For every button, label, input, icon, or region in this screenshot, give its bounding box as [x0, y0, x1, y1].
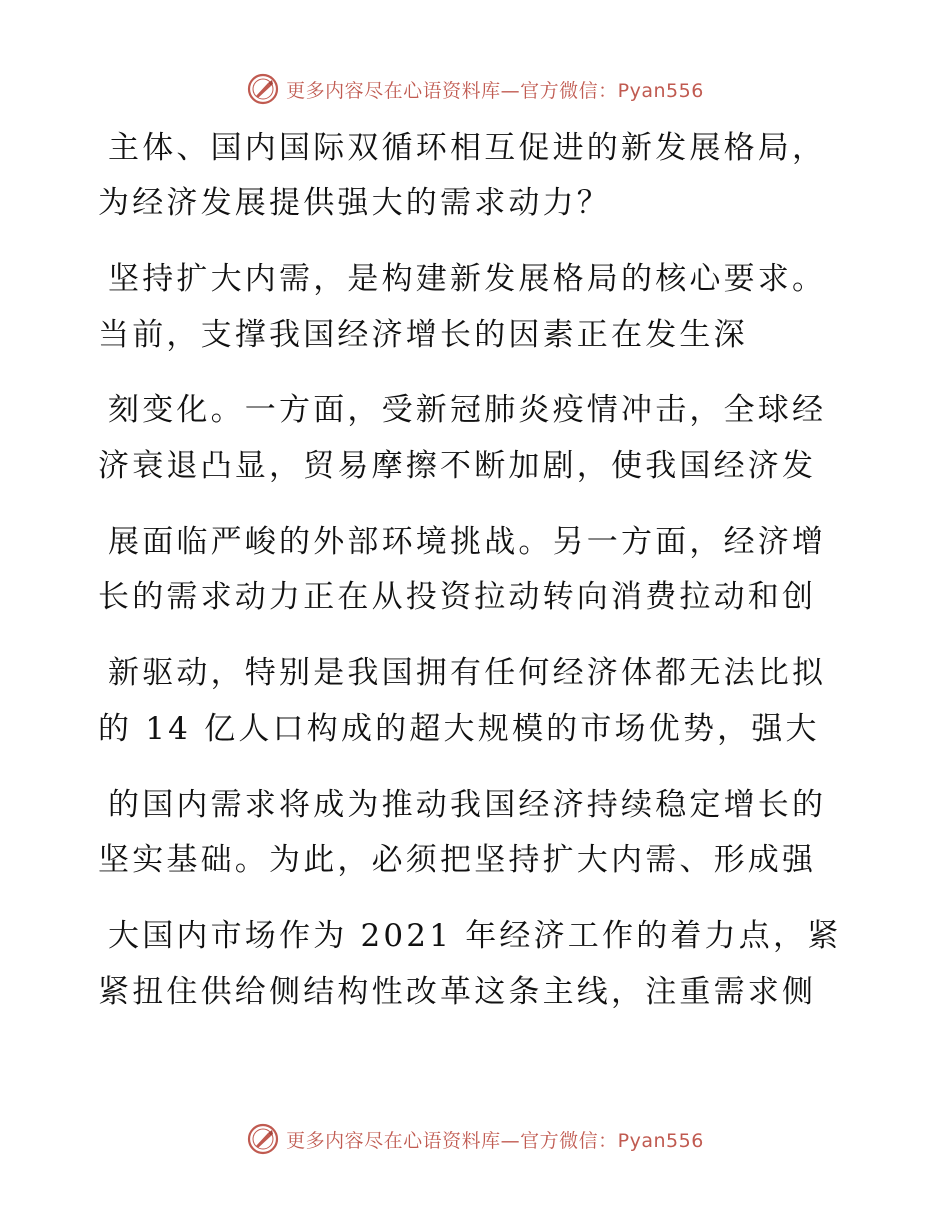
body-line: 坚实基础。为此，必须把坚持扩大内需、形成强 — [98, 842, 817, 878]
body-line: 当前，支撑我国经济增长的因素正在发生深 — [98, 317, 748, 353]
watermark-text: 更多内容尽在心语资料库—官方微信：Pyan556 — [286, 1129, 704, 1152]
body-line: 展面临严峻的外部环境挑战。另一方面，经济增 — [108, 524, 827, 560]
pen-nib-seal-icon — [246, 1122, 280, 1156]
body-line: 紧扭住供给侧结构性改革这条主线，注重需求侧 — [98, 974, 817, 1010]
body-line: 坚持扩大内需，是构建新发展格局的核心要求。 — [108, 261, 827, 297]
body-line: 大国内市场作为 2021 年经济工作的着力点，紧 — [108, 918, 842, 954]
body-line: 长的需求动力正在从投资拉动转向消费拉动和创 — [98, 579, 817, 615]
footer-watermark — [0, 1122, 950, 1156]
body-line: 的 14 亿人口构成的超大规模的市场优势，强大 — [98, 711, 820, 747]
body-line: 为经济发展提供强大的需求动力？ — [98, 185, 611, 221]
body-line: 刻变化。一方面，受新冠肺炎疫情冲击，全球经 — [108, 392, 827, 428]
body-line: 主体、国内国际双循环相互促进的新发展格局， — [108, 130, 827, 166]
body-line: 的国内需求将成为推动我国经济持续稳定增长的 — [108, 787, 827, 823]
body-line: 新驱动，特别是我国拥有任何经济体都无法比拟 — [108, 655, 827, 691]
watermark-text: 更多内容尽在心语资料库—官方微信：Pyan556 — [286, 79, 704, 102]
body-line: 济衰退凸显，贸易摩擦不断加剧，使我国经济发 — [98, 448, 817, 484]
